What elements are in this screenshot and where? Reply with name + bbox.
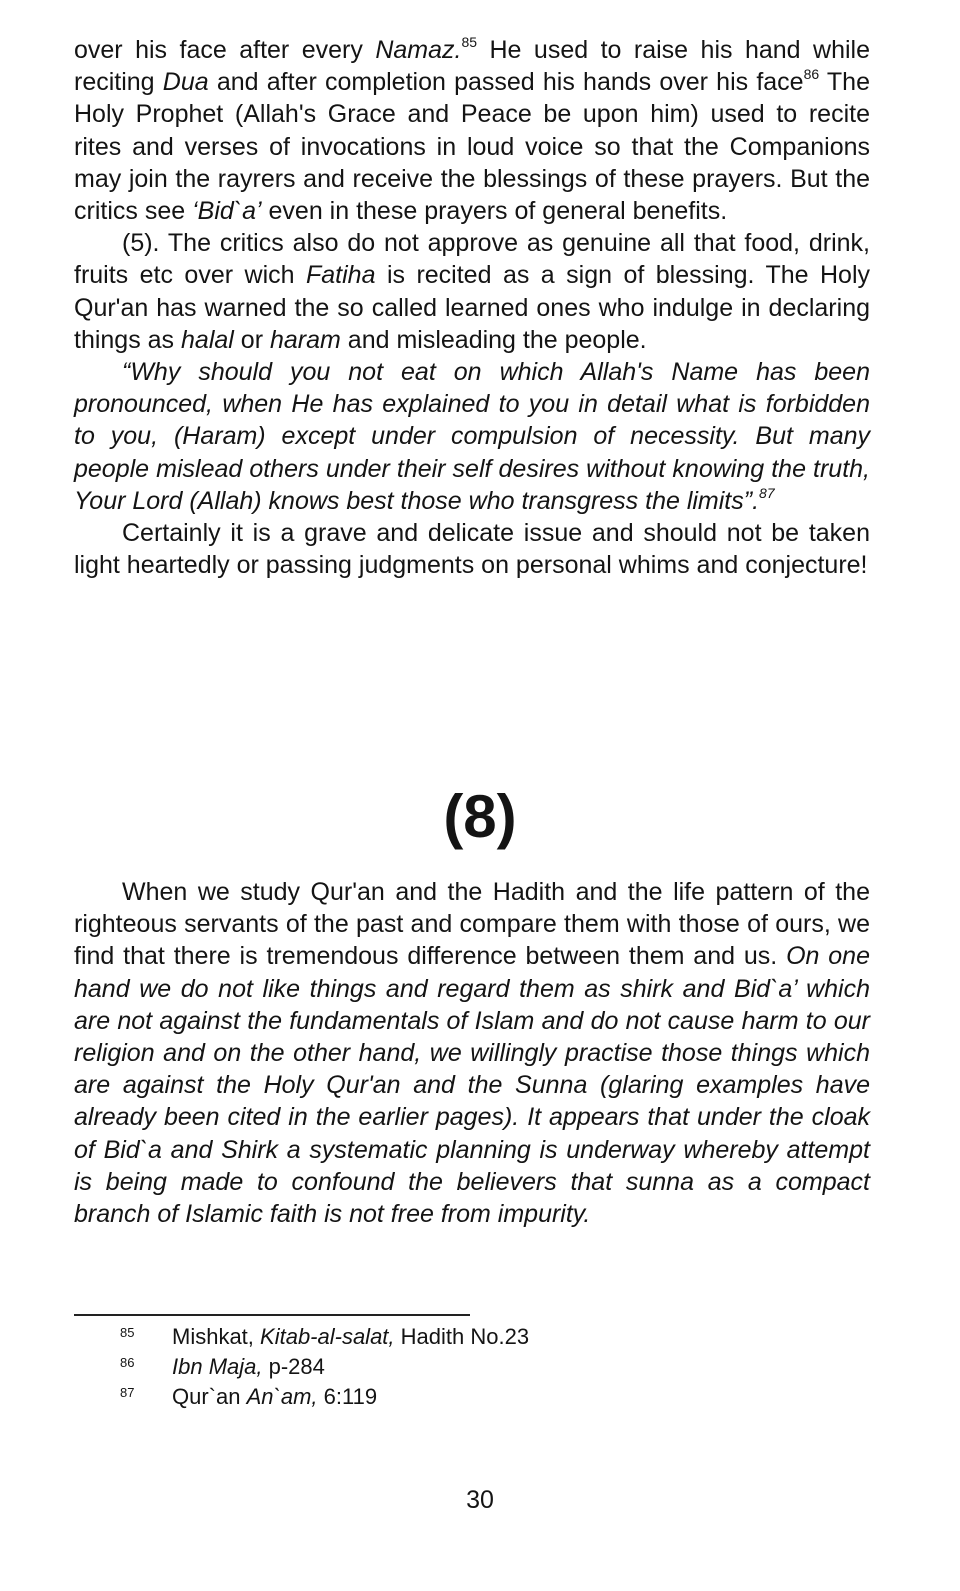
section-heading: (8): [443, 783, 517, 850]
book-page: over his face after every Namaz.$^{85}$ He used to raise his hand while reciting Dua and after completion passed his hands over his face$^{86}$ The Holy Prophet (Allah's Grace and Peace be upon him) used to recite rites and verses of invocations in loud voice so that the Companions may join the rayrers and receive the blessings of these prayers. But the critics see ‘Bid`a’ even in these prayers of general benefits. (5). The critics also do not approve as genuine all that food, drink, fruits etc over wich Fatiha is recited as a sign of blessing. The Holy Qur'an has warned the so called learned ones who indulge in declaring things as halal or haram and misleading the people. “Why should you not eat on which Allah's Name has been pronounced, when He has explained to you in detail what is forbidden to you, (Haram) except under compulsion of necessity. But many people mislead others under their self desires without knowing the truth, Your Lord (Allah) knows best those who transgress the limits”.$^{87}$ Certainly it is a grave and delicate issue and should not be taken light heartedly or passing judgments on personal whims and conjecture! (8) When we study Qur'an and the Hadith and the life pattern of the righteous servants of the past and compare them with those of ours, we find that there is tremendous difference between them and us. On one hand we do not like things and regard them as shirk and Bid`a’ which are not against the fundamentals of Islam and do not cause harm to our religion and on the other hand, we willingly practise those things which are against the Holy Qur'an and the Sunna (glaring examples have already been cited in the earlier pages). It appears that under the cloak of Bid`a and Shirk a systematic planning is underway whereby attempt is being made to confound the believers that sunna as a compact branch of Islamic faith is not free from impurity. 85 Mishkat, Kitab-al-salat, Hadith No.23 86 Ibn Maja, p-284 87 Qur`an An`am, 6:119 30: [0, 0, 960, 1591]
body-text-top: [74, 34, 870, 581]
footnote-divider: [74, 1314, 470, 1316]
paragraph-grave-issue: Certainly it is a grave and delicate issue and should not be taken light heartedly or passing judgments on personal whims and conjecture!: [74, 519, 870, 580]
paragraph-item-5: (5). The critics also do not approve as genuine all that food, drink, fruits etc over wich Fatiha is recited as a sign of blessing. The Holy Qur'an has warned the so called learned ones who indulge in declaring things as halal or haram and misleading the people.: [74, 229, 871, 354]
footnote-ref-86: 86: [803, 66, 820, 83]
footnote-ref-85: 85: [461, 34, 478, 50]
footnote-ref-87: 87: [759, 484, 775, 501]
paragraph-section-8: When we study Qur'an and the Hadith and the life pattern of the righteous servants of the past and compare them with those of ours, we find that there is tremendous difference between them and us. On one hand we do not like things and regard them as shirk and Bid`a’ which are not against the fundamentals of Islam and do not cause harm to our religion and on the other hand, we willingly practise those things which are against the Holy Qur'an and the Sunna (glaring examples have already been cited in the earlier pages). It appears that under the cloak of Bid`a and Shirk a systematic planning is underway whereby attempt is being made to confound the believers that sunna as a compact branch of Islamic faith is not free from impurity.: [74, 878, 870, 1229]
body-text-section-8: [74, 876, 870, 1230]
paragraph-namaz-dua: over his face after every Namaz.$^{85}$ He used to raise his hand while reciting Dua and after completion passed his hands over his face$^{86}$ The Holy Prophet (Allah's Grace and Peace be upon him) used to recite rites and verses of invocations in loud voice so that the Companions may join the rayrers and receive the blessings of these prayers. But the critics see ‘Bid`a’ even in these prayers of general benefits.: [74, 34, 871, 226]
page-number: 30: [466, 1486, 494, 1514]
quran-quotation: “Why should you not eat on which Allah's Name has been pronounced, when He has explained to you in detail what is forbidden to you, (Haram) except under compulsion of necessity. But many people mislead others under their self desires without knowing the truth, Your Lord (Allah) knows best those who transgress the limits”.$^{87}$: [74, 358, 870, 515]
